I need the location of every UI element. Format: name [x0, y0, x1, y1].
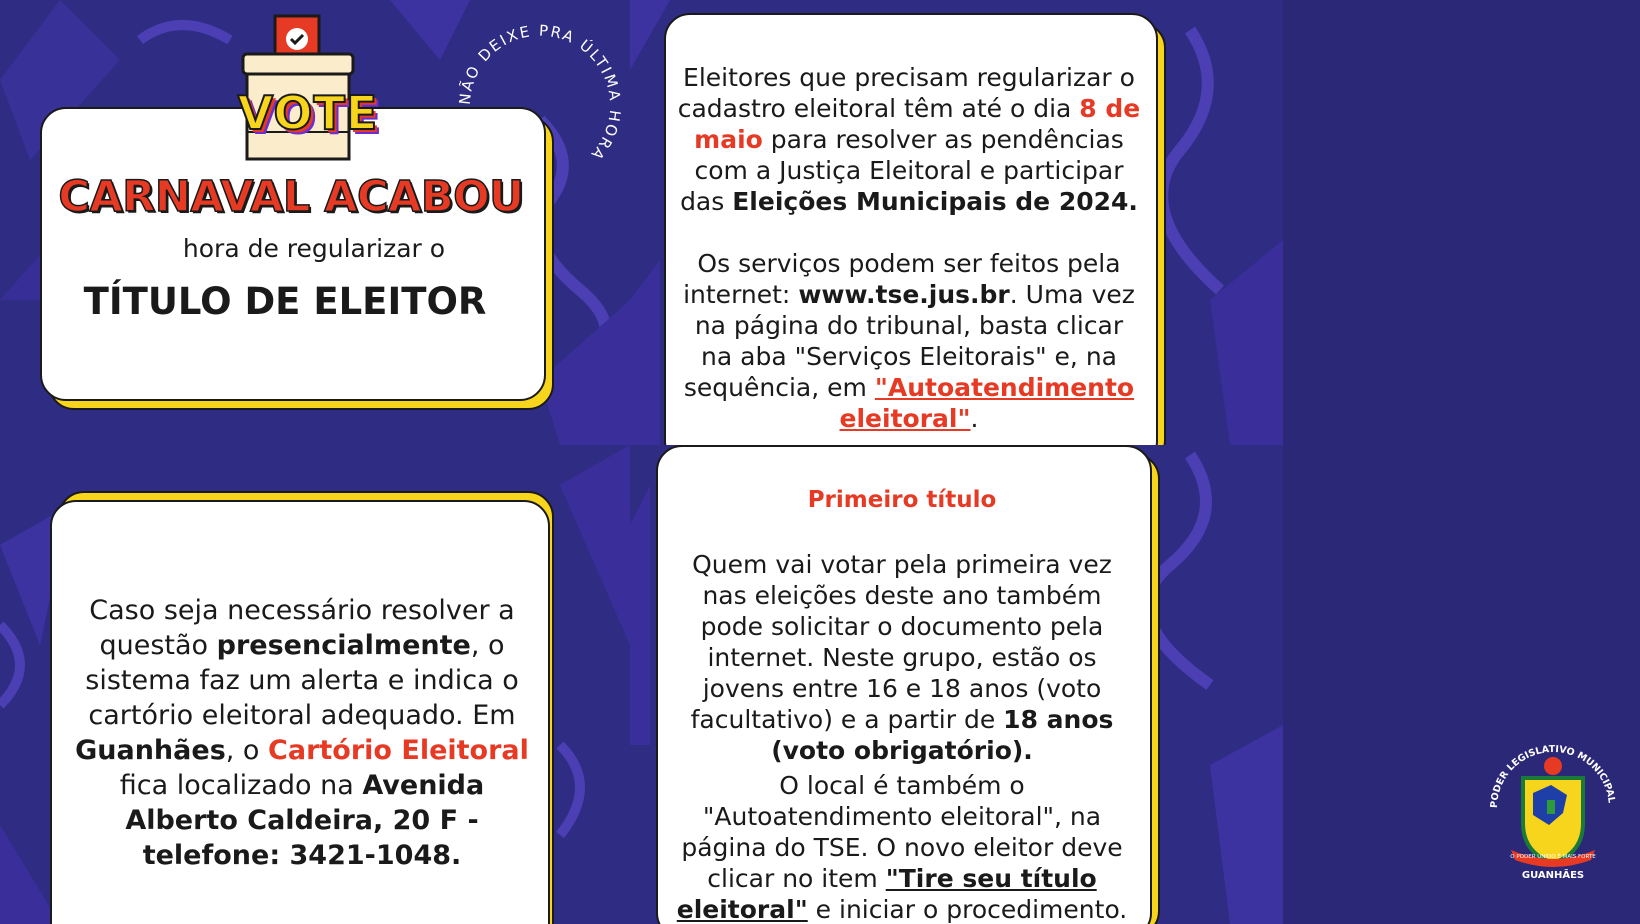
- logo-motto: O PODER UNIDO É MAIS FORTE: [1510, 854, 1596, 860]
- logo-arc-text: PODER LEGISLATIVO MUNICIPAL: [1488, 743, 1617, 809]
- online-services-paragraph: Os serviços podem ser feitos pela internet: www.tse.jus.br. Uma vez na página do tribunal, basta clicar na aba "Serviços Eleitorais" e, na sequência, em "Autoatendimento eleitoral".: [683, 249, 1135, 433]
- voter-id-title: TÍTULO DE ELEITOR: [83, 280, 487, 323]
- autoatendimento-link[interactable]: "Autoatendimento eleitoral": [839, 373, 1135, 433]
- panel-carnaval: [0, 0, 630, 445]
- tse-url-link[interactable]: www.tse.jus.br: [798, 280, 1010, 309]
- procedure-paragraph: O local é também o "Autoatendimento eleitoral", na página do TSE. O novo eleitor deve clicar no item "Tire seu título eleitoral" e iniciar o procedimento.: [676, 771, 1128, 924]
- tire-titulo-link[interactable]: "Tire seu título eleitoral": [676, 864, 1097, 924]
- panel-in-person: [0, 445, 630, 924]
- svg-text:NÃO DEIXE PRA ÚLTIMA HORA: [456, 22, 624, 165]
- arc-slogan: [440, 10, 630, 190]
- in-person-paragraph: Caso seja necessário resolver a questão presencialmente, o sistema faz um alerta e indica o cartório eleitoral adequado. Em Guanhães, o Cartório Eleitoral fica localizado na Avenida Alberto Caldeira, 20 F - telefone: 3421-1048.: [75, 595, 529, 871]
- logo-city: GUANHÃES: [1521, 870, 1585, 881]
- logo-strip: [1283, 0, 1640, 924]
- deadline-paragraph: Eleitores que precisam regularizar o cadastro eleitoral têm até o dia 8 de maio para resolver as pendências com a Justiça Eleitoral e participar das Eleições Municipais de 2024.: [677, 63, 1141, 216]
- panel-deadline: [630, 0, 1283, 445]
- cartorio-address: Avenida Alberto Caldeira, 20 F - telefone: 3421-1048.: [125, 770, 485, 871]
- municipal-crest-logo: [1483, 738, 1623, 898]
- panel-first-title: [630, 445, 1283, 924]
- headline: CARNAVAL ACABOU: [58, 172, 524, 222]
- first-title-paragraph: Quem vai votar pela primeira vez nas eleições deste ano também pode solicitar o documento pela internet. Neste grupo, estão os jovens entre 16 e 18 anos (voto facultativo) e a partir de 18 anos (voto obrigatório).: [690, 550, 1114, 765]
- deadline-date: 8 de maio: [694, 94, 1141, 154]
- vote-badge: VOTE: [237, 86, 379, 140]
- first-title-heading: Primeiro título: [807, 487, 997, 513]
- cartorio-label: Cartório Eleitoral: [268, 735, 529, 766]
- arc-slogan-text: NÃO DEIXE PRA ÚLTIMA HORA: [455, 21, 625, 165]
- subline: hora de regularizar o: [182, 234, 446, 263]
